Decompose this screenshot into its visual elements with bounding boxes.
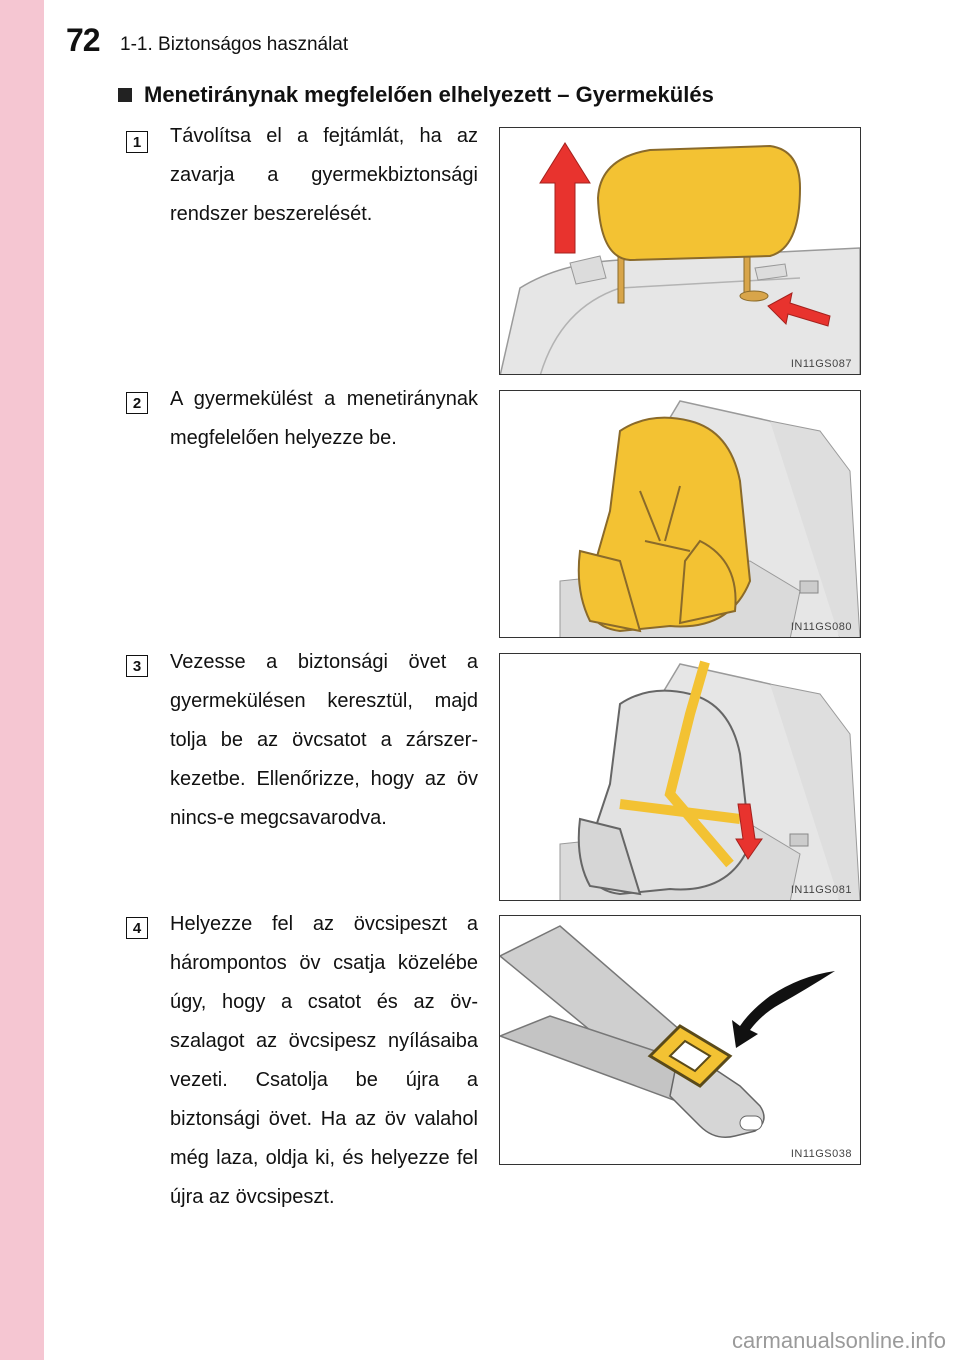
figure-code-4: IN11GS038 — [790, 1148, 852, 1160]
footer-watermark: carmanualsonline.info — [731, 1328, 946, 1353]
figure-step-1 — [499, 127, 861, 375]
step-number-4: 4 — [126, 917, 148, 939]
step-number-1: 1 — [126, 131, 148, 153]
headrest-removal-icon — [500, 128, 861, 375]
running-head: 1-1. Biztonságos használat — [120, 34, 349, 55]
figure-code-2: IN11GS080 — [790, 621, 852, 633]
locking-clip-icon — [500, 916, 861, 1165]
side-color-strip — [0, 0, 44, 1360]
figure-code-3: IN11GS081 — [790, 884, 852, 896]
figure-step-3 — [499, 653, 861, 901]
step-text-4: Helyezze fel az övcsipeszt a hárompontos öv csatja közelébe úgy, hogy a csatot és az övszalagot az övcsipesz nyílásaiba vezeti. Csatolja be újra a biztonsági övet. Ha az öv valahol még laza, oldja ki, és helyezze fel újra az övcsipeszt. — [170, 913, 478, 1208]
page-number: 72 — [66, 22, 100, 58]
step-text-2: A gyermekülést a menetiránynak megfelelően helyezze be. — [170, 388, 478, 449]
step-number-3: 3 — [126, 655, 148, 677]
seatbelt-routing-icon — [500, 654, 861, 901]
figure-step-2 — [499, 390, 861, 638]
child-seat-forward-icon — [500, 391, 861, 638]
section-heading — [118, 82, 714, 108]
step-text-3: Vezesse a biztonsági övet a gyermekülésen keresztül, majd tolja be az övcsatot a zárszerkezetbe. Ellenőrizze, hogy az öv nincs-e megcsavarodva. — [170, 651, 478, 829]
step-number-2: 2 — [126, 392, 148, 414]
figure-code-1: IN11GS087 — [790, 358, 852, 370]
square-bullet-icon — [118, 88, 132, 102]
step-text-1: Távolítsa el a fejtámlát, ha az zavarja a gyermekbiztonsági rendszer beszerelését. — [170, 125, 478, 225]
section-heading-text: Menetiránynak megfelelően elhelyezett – Gyermekülés — [144, 82, 714, 107]
figure-step-4 — [499, 915, 861, 1165]
